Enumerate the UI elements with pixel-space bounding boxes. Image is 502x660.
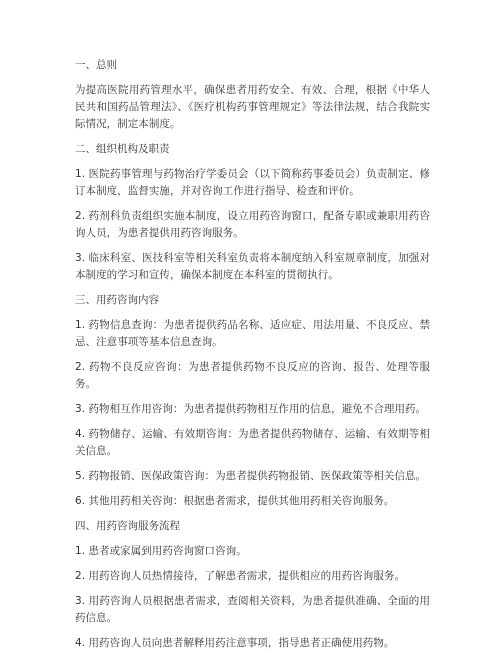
paragraph: 2. 药剂科负责组织实施本制度，设立用药咨询窗口，配备专职或兼职用药咨询人员，为患者提供用药咨询服务。 <box>75 210 430 239</box>
section-consultation-content <box>75 292 430 510</box>
section-heading: 三、用药咨询内容 <box>75 294 159 306</box>
paragraph: 6. 其他用药相关咨询：根据患者需求，提供其他用药相关咨询服务。 <box>75 495 395 507</box>
paragraph: 2. 用药咨询人员热情接待，了解患者需求，提供相应的用药咨询服务。 <box>75 570 406 582</box>
section-heading: 一、总则 <box>75 59 117 71</box>
paragraph: 1. 患者或家属到用药咨询窗口咨询。 <box>75 545 247 557</box>
paragraph: 3. 临床科室、医技科室等相关科室负责将本制度纳入科室规章制度，加强对本制度的学习和宣传，确保本制度在本科室的贯彻执行。 <box>75 252 430 281</box>
section-heading: 二、组织机构及职责 <box>75 143 170 155</box>
paragraph: 为提高医院用药管理水平，确保患者用药安全、有效、合理，根据《中华人民共和国药品管理法》、《医疗机构药事管理规定》等法律法规，结合我院实际情况，制定本制度。 <box>75 84 430 130</box>
document-page <box>75 57 430 660</box>
paragraph: 4. 用药咨询人员向患者解释用药注意事项，指导患者正确使用药物。 <box>75 637 395 649</box>
paragraph: 2. 药物不良反应咨询：为患者提供药物不良反应的咨询、报告、处理等服务。 <box>75 361 430 390</box>
section-service-process <box>75 518 430 652</box>
section-heading: 四、用药咨询服务流程 <box>75 520 180 532</box>
paragraph: 5. 药物报销、医保政策咨询：为患者提供药物报销、医保政策等相关信息。 <box>75 470 427 482</box>
section-organization <box>75 141 430 284</box>
paragraph: 4. 药物储存、运输、有效期咨询：为患者提供药物储存、运输、有效期等相关信息。 <box>75 428 430 457</box>
section-general <box>75 57 430 133</box>
paragraph: 3. 药物相互作用咨询：为患者提供药物相互作用的信息，避免不合理用药。 <box>75 403 427 415</box>
paragraph: 1. 药物信息查询：为患者提供药品名称、适应症、用法用量、不良反应、禁忌、注意事项等基本信息查询。 <box>75 319 430 348</box>
paragraph: 1. 医院药事管理与药物治疗学委员会（以下简称药事委员会）负责制定、修订本制度，监督实施，并对咨询工作进行指导、检查和评价。 <box>75 168 430 197</box>
paragraph: 3. 用药咨询人员根据患者需求，查阅相关资料，为患者提供准确、全面的用药信息。 <box>75 595 430 624</box>
